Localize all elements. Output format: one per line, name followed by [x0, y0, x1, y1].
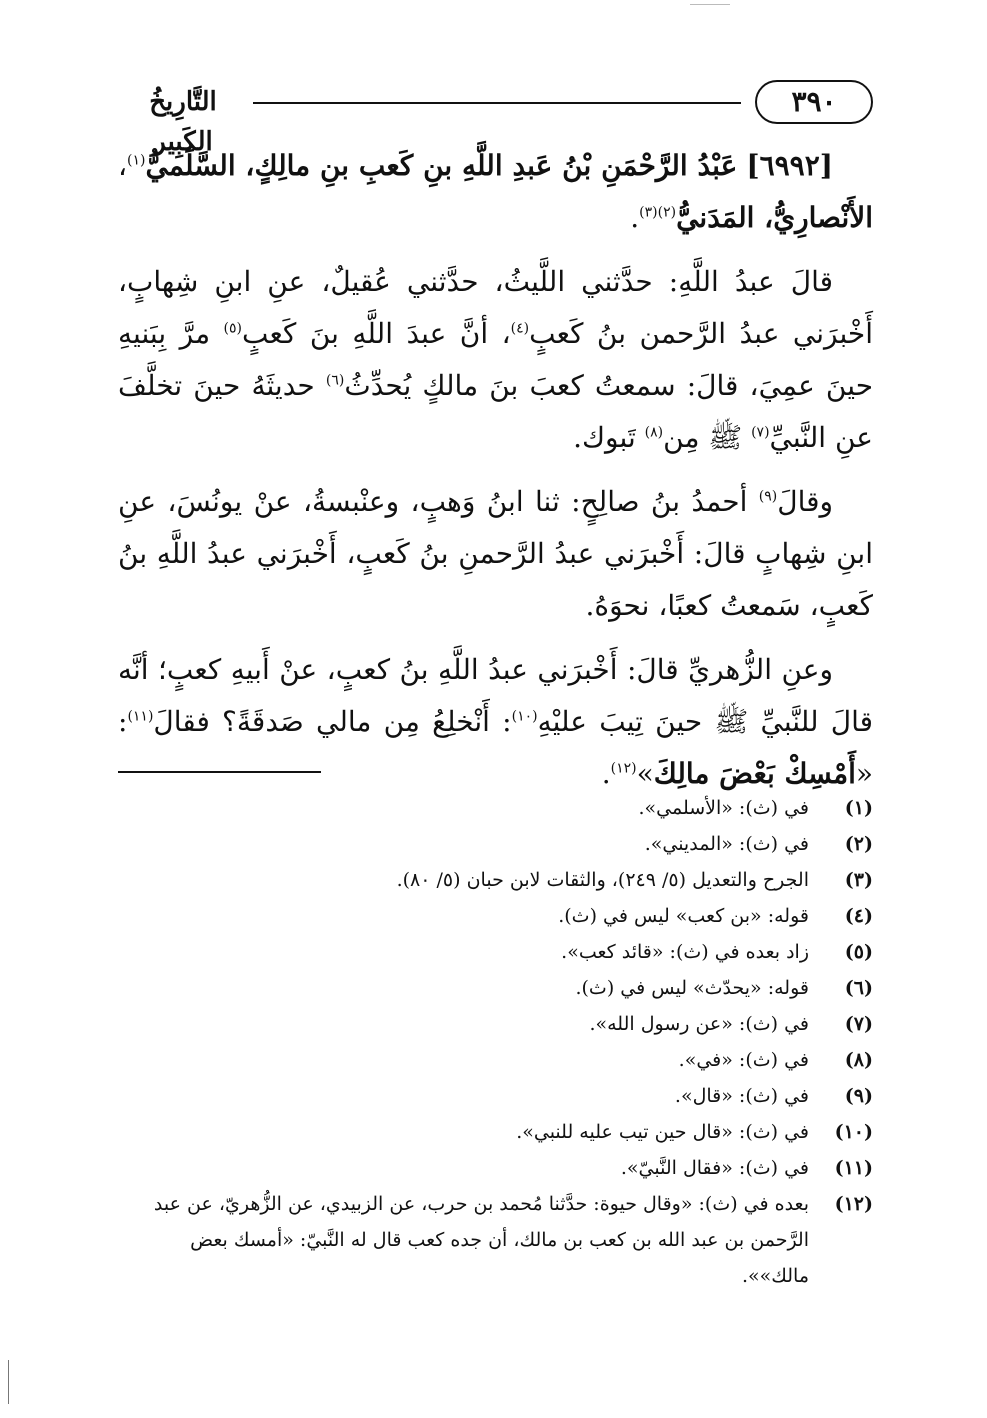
footnote-item [118, 790, 873, 826]
footnote-ref[interactable]: (٨) [644, 424, 664, 441]
text-run: : أَنْخلِعُ مِن مالي صَدقَةً؟ فقالَ [153, 705, 512, 738]
footnote-ref[interactable]: (١٠) [511, 708, 538, 725]
footnote-item [118, 934, 873, 970]
footnote-number: (٤) [844, 905, 873, 927]
footnote-text: قوله: «بن كعب» ليس في (ث). [558, 905, 809, 927]
footnote-number: (٣) [844, 869, 873, 891]
text-run: تَبوك. [573, 421, 645, 454]
footnote-ref[interactable]: (٢) [657, 204, 677, 221]
entry-number: [٦٩٩٢] [746, 149, 833, 182]
footnote-number: (١) [844, 797, 873, 819]
footnote-ref[interactable]: (٥) [223, 320, 243, 337]
footnote-text: في (ث): «فقال النَّبيّ». [620, 1157, 809, 1179]
footnote-text: في (ث): «الأسلمي». [638, 797, 809, 819]
paragraph-3 [118, 644, 873, 800]
text-run: ﷺ مِن [663, 421, 752, 454]
footnote-ref[interactable]: (٧) [751, 424, 770, 441]
footnotes [118, 790, 873, 1294]
text-run: : « [118, 705, 873, 790]
page-number: ٣٩٠ [755, 80, 873, 124]
footnote-number: (٦) [844, 977, 873, 999]
header-rule [253, 102, 741, 104]
footnote-number: (٩) [844, 1085, 873, 1107]
footnote-ref[interactable]: (٤) [510, 320, 530, 337]
footnote-item [118, 826, 873, 862]
footnote-item [118, 1006, 873, 1042]
footnote-text: زاد بعده في (ث): «قائد كعب». [561, 941, 809, 963]
footnote-text: في (ث): «قال حين تيب عليه للنبي». [516, 1121, 809, 1143]
text-run: . [601, 757, 611, 790]
footnote-ref[interactable]: (١٢) [610, 760, 637, 777]
footnote-ref[interactable]: (٩) [758, 488, 778, 505]
footnote-text: في (ث): «في». [678, 1049, 809, 1071]
page-header [118, 80, 873, 157]
footnote-ref[interactable]: (١) [127, 152, 146, 169]
footnote-ref[interactable]: (٣) [639, 204, 658, 221]
footnote-number: (٢) [844, 833, 873, 855]
footnote-item [118, 1078, 873, 1114]
scan-edge-mark [8, 1360, 9, 1404]
text-run: أحمدُ بنُ صالِحٍ: ثنا ابنُ وَهبٍ، وعنْبسةُ، عنْ يونُسَ، عنِ ابنِ شِهابٍ قالَ: أَخْبرَني عبدُ الرَّحمنِ بنُ كَعبٍ، أَخْبرَني عبدُ اللَّهِ بنُ كَعبٍ، سَمعتُ كعبًا، نحوَهُ. [118, 485, 873, 622]
text-run: وعنِ الزُّهريِّ قالَ: أَخْبرَني عبدُ اللَّهِ بنُ كعبٍ، عنْ أَبيهِ كعبٍ؛ أنَّه قالَ للنَّبيِّ ﷺ حينَ تِيبَ عليْهِ [118, 653, 873, 738]
footnote-item [118, 1186, 873, 1294]
book-title: التَّارِيخُ الكَبِير [149, 87, 217, 157]
text-run: ، أنَّ عبدَ اللَّهِ بنَ كَعبٍ [242, 317, 511, 350]
footnote-item [118, 970, 873, 1006]
scan-mark [690, 4, 730, 5]
main-text [118, 140, 873, 812]
text-run: قالَ عبدُ اللَّهِ: حدَّثني اللَّيثُ، حدَّثني عُقيلٌ، عنِ ابنِ شِهابٍ، أَخْبرَني عبدُ الرَّحمن بنُ كَعبٍ [118, 265, 873, 350]
text-run: وقالَ [777, 485, 833, 518]
footnote-text: في (ث): «المديني». [644, 833, 809, 855]
footnote-text: قوله: «يحدّث» ليس في (ث). [575, 977, 809, 999]
footnote-item [118, 1150, 873, 1186]
footnote-number: (٧) [844, 1013, 873, 1035]
footnote-number: (١٢) [834, 1193, 873, 1215]
footnote-item [118, 1114, 873, 1150]
footnote-number: (١١) [834, 1157, 873, 1179]
footnote-item [118, 862, 873, 898]
footnote-item [118, 1042, 873, 1078]
footnote-ref[interactable]: (٦) [325, 372, 345, 389]
entry-name: عَبْدُ الرَّحْمَنِ بْنُ عَبدِ اللَّهِ بنِ كَعبِ بنِ مالِكٍ، السَّلَميُّ [145, 149, 738, 182]
text-run: » [636, 757, 654, 790]
entry-end: . [630, 201, 640, 234]
entry-separator: ، [118, 149, 128, 182]
footnote-text: بعده في (ث): «وقال حيوة: حدَّثنا مُحمد بن حرب، عن الزبيدي، عن الزُّهريّ، عن عبد الرَّحمن بن عبد الله بن كعب بن مالك، أن جده كعب قال له النَّبيّ: «أمسك بعض مالك»». [153, 1193, 809, 1287]
paragraph-1 [118, 256, 873, 464]
footnote-text: الجرح والتعديل (٥/ ٢٤٩)، والثقات لابن حبان (٥/ ٨٠). [396, 869, 809, 891]
footnote-number: (٨) [844, 1049, 873, 1071]
footnote-text: في (ث): «قال». [674, 1085, 809, 1107]
footnote-number: (١٠) [834, 1121, 873, 1143]
footnote-ref[interactable]: (١١) [127, 708, 154, 725]
footnote-separator [118, 771, 321, 773]
text-run: حديثَهُ حينَ تخلَّفَ عنِ النَّبيِّ [118, 369, 873, 454]
text-run: مرَّ بِبَنيهِ حينَ عمِيَ، قالَ: سمعتُ كعبَ بنَ مالكٍ يُحدِّثُ [118, 317, 874, 402]
paragraph-2 [118, 476, 873, 632]
footnote-item [118, 898, 873, 934]
entry-heading [118, 140, 873, 244]
footnote-number: (٥) [844, 941, 873, 963]
quote-bold: أَمْسِكْ بَعْضَ مالِكَ [653, 757, 856, 790]
entry-nisba: الأَنْصارِيُّ، المَدَنيُّ [676, 201, 873, 234]
footnote-text: في (ث): «عن رسول الله». [589, 1013, 809, 1035]
